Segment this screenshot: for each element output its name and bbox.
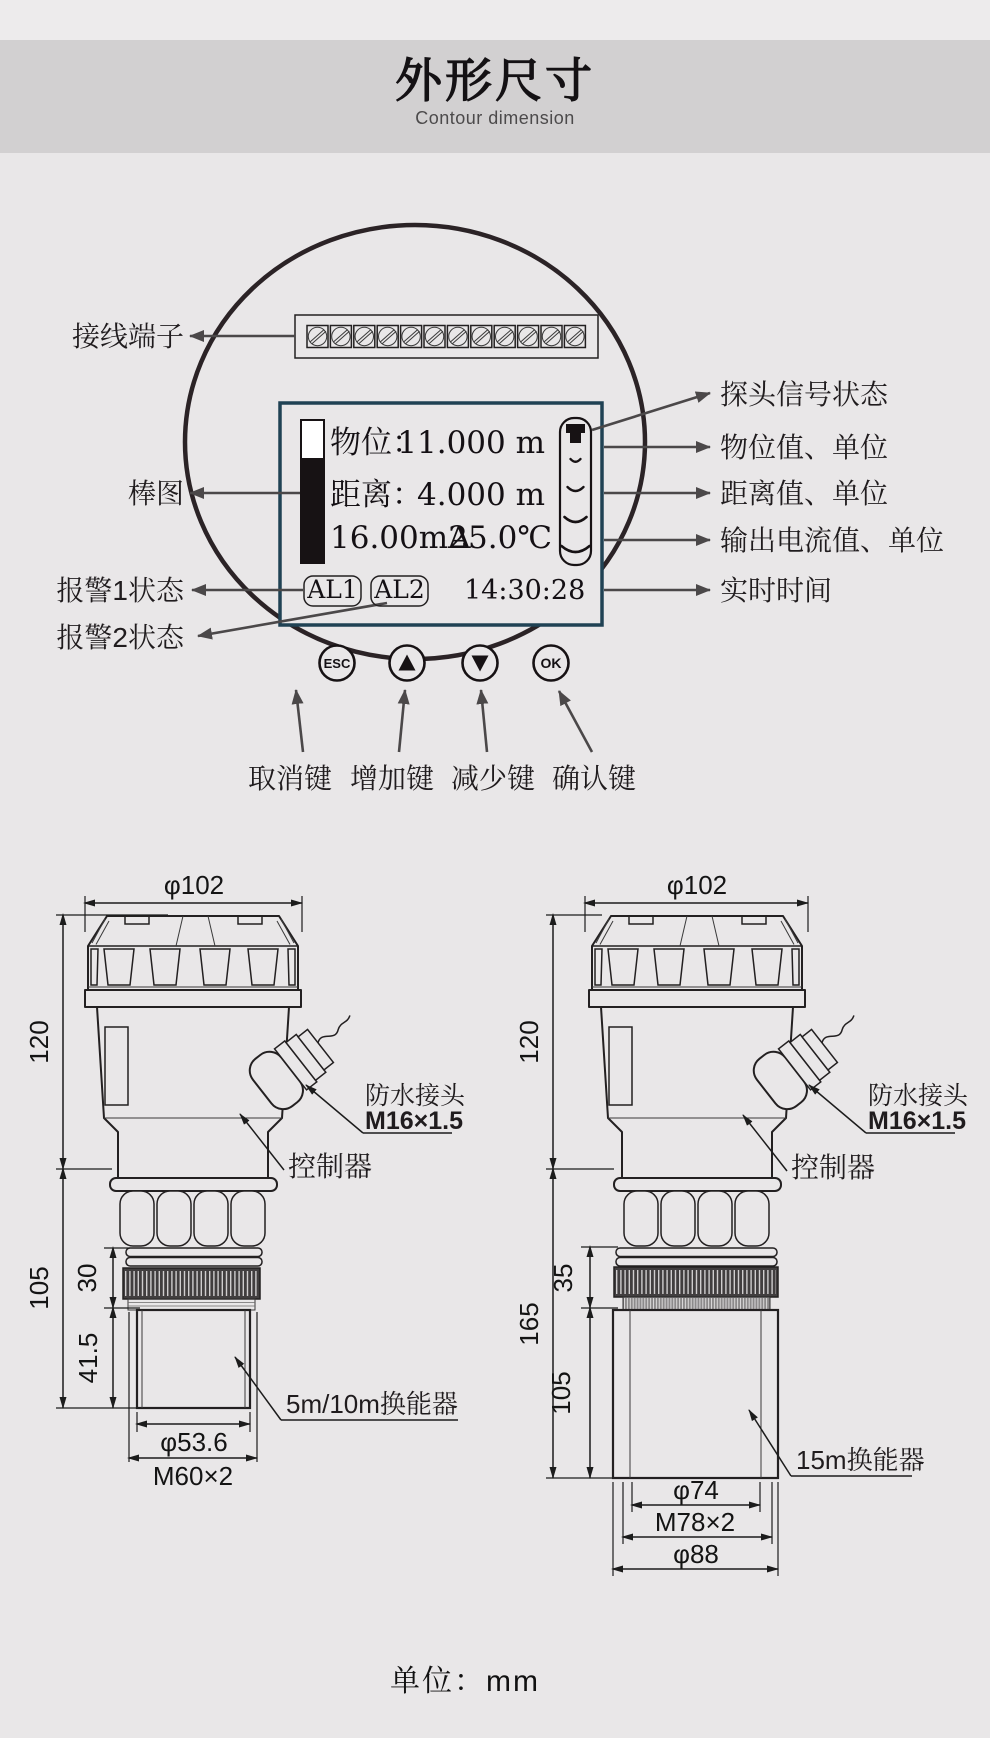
- dim-right-dia88: φ88: [673, 1539, 719, 1569]
- callout-terminal-block: 接线端子: [71, 321, 184, 352]
- transducer-right: [613, 1310, 778, 1478]
- distance-value: 4.000 m: [417, 477, 545, 513]
- key-label-cancel: 取消键: [247, 763, 333, 794]
- label-left-transducer: 5m/10m换能器: [286, 1389, 458, 1419]
- dim-left-m60: M60×2: [152, 1461, 234, 1491]
- alarm1-label: AL1: [307, 575, 358, 604]
- ok-button-label: OK: [540, 655, 562, 671]
- dim-right-120: 120: [514, 1020, 544, 1064]
- key-label-confirm: 确认键: [551, 763, 637, 794]
- dim-right-dia74: φ74: [673, 1475, 719, 1505]
- label-right-gland-thread: M16×1.5: [868, 1107, 966, 1135]
- dim-left-dia102: φ102: [163, 870, 225, 900]
- bargraph-fill: [301, 458, 324, 563]
- key-label-increase: 增加键: [349, 763, 435, 794]
- labels-left: [235, 1082, 466, 1420]
- callout-alarm1: 报警1状态: [56, 575, 184, 606]
- esc-button-label: ESC: [323, 656, 351, 671]
- unit-note: 单位：mm: [390, 1665, 540, 1698]
- clock-value: 14:30:28: [464, 575, 586, 606]
- label-right-transducer: 15m换能器: [796, 1445, 925, 1475]
- dim-right-35: 35: [548, 1263, 578, 1293]
- dim-right-165: 165: [514, 1302, 544, 1346]
- control-panel-figure: [56, 225, 944, 794]
- dim-left-30: 30: [72, 1263, 102, 1293]
- distance-label: 距离：: [330, 477, 423, 513]
- callout-bargraph: 棒图: [127, 478, 184, 509]
- label-right-controller: 控制器: [791, 1152, 876, 1183]
- dim-left-105: 105: [24, 1266, 54, 1310]
- current-value: 16.00mA: [330, 520, 471, 556]
- level-label: 物位：: [330, 425, 423, 461]
- drawing-right: [514, 870, 969, 1576]
- level-value: 11.000 m: [397, 425, 545, 461]
- terminal-block: [295, 315, 598, 358]
- dim-left-41-5: 41.5: [73, 1332, 103, 1384]
- dim-right-dia102: φ102: [666, 870, 728, 900]
- callout-current-value: 输出电流值、单位: [720, 525, 945, 556]
- callout-probe-signal: 探头信号状态: [720, 379, 889, 410]
- label-left-controller: 控制器: [288, 1151, 373, 1182]
- label-left-gland: 防水接头: [365, 1082, 466, 1110]
- drawing-left: [24, 870, 466, 1491]
- alarm2-label: AL2: [374, 575, 425, 604]
- key-callout-arrows: [296, 690, 592, 752]
- callout-realtime-clock: 实时时间: [720, 575, 833, 606]
- dim-left-120: 120: [24, 1020, 54, 1064]
- callout-alarm2: 报警2状态: [56, 622, 184, 653]
- page-subtitle: Contour dimension: [415, 108, 575, 129]
- temperature-value: 25.0℃: [448, 520, 552, 556]
- callout-distance-value: 距离值、单位: [720, 478, 889, 509]
- dim-right-m78: M78×2: [654, 1507, 736, 1537]
- label-left-gland-thread: M16×1.5: [365, 1107, 463, 1135]
- dim-left-dia53-6: φ53.6: [160, 1427, 228, 1457]
- label-right-gland: 防水接头: [868, 1082, 969, 1110]
- page-title: 外形尺寸: [395, 54, 595, 107]
- key-label-decrease: 减少键: [450, 763, 536, 794]
- callout-level-value: 物位值、单位: [720, 432, 889, 463]
- transducer-left: [137, 1310, 250, 1408]
- dim-right-105: 105: [546, 1371, 576, 1415]
